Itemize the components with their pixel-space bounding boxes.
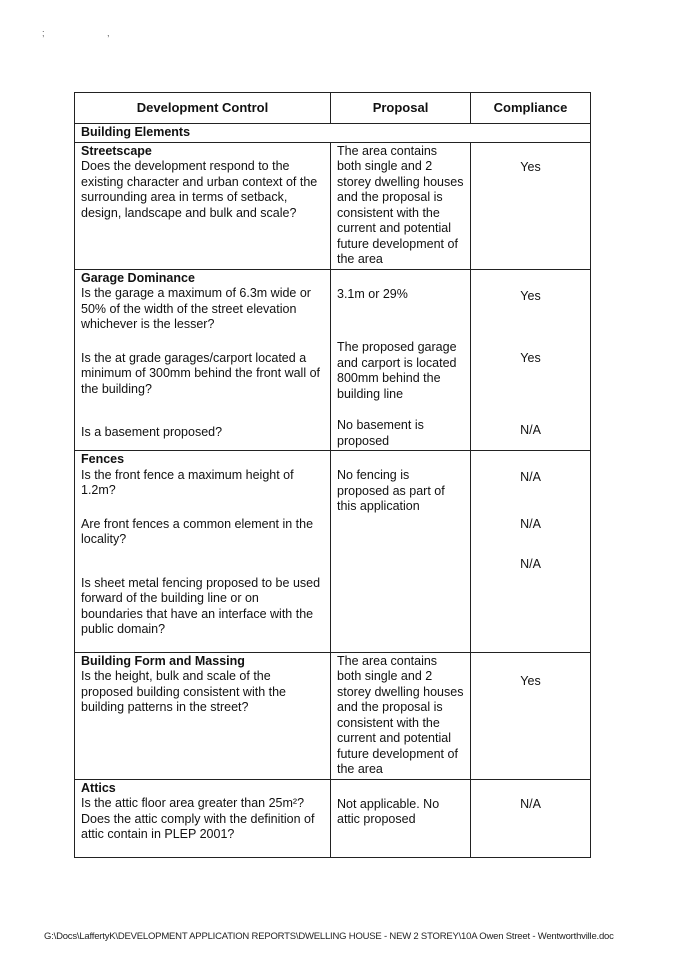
proposal-text: Not applicable. No attic proposed bbox=[337, 796, 440, 826]
compliance-value: N/A bbox=[520, 516, 541, 531]
section-title: Building Elements bbox=[75, 124, 591, 143]
compliance-cell bbox=[471, 142, 591, 269]
compliance-cell bbox=[471, 652, 591, 779]
control-cell bbox=[75, 652, 331, 779]
proposal-text: 3.1m or 29% bbox=[337, 286, 408, 301]
header-compliance: Compliance bbox=[471, 93, 591, 124]
row-question: Is sheet metal fencing proposed to be used forward of the building line or on boundaries that have an interface with the public domain? bbox=[81, 575, 321, 636]
compliance-cell bbox=[471, 779, 591, 857]
row-question: Is the front fence a maximum height of 1.2m? bbox=[81, 467, 294, 497]
row-question: Is the at grade garages/carport located a minimum of 300mm behind the front wall of the building? bbox=[81, 350, 320, 396]
development-control-table bbox=[74, 92, 591, 858]
compliance-cell bbox=[471, 269, 591, 451]
proposal-cell: The area contains both single and 2 storey dwelling houses and the proposal is consistent with the current and potential future development of the area bbox=[331, 652, 471, 779]
compliance-value: Yes bbox=[520, 159, 541, 174]
table-row bbox=[75, 269, 591, 451]
footer-file-path: G:\Docs\LaffertyK\DEVELOPMENT APPLICATION REPORTS\DWELLING HOUSE - NEW 2 STOREY\10A Owen Street - Wentworthville.doc bbox=[44, 931, 614, 942]
control-cell bbox=[75, 142, 331, 269]
control-cell bbox=[75, 451, 331, 653]
proposal-cell bbox=[331, 451, 471, 653]
proposal-cell bbox=[331, 269, 471, 451]
control-cell bbox=[75, 269, 331, 451]
page-marks: ; , bbox=[42, 28, 140, 38]
row-question: Is the attic floor area greater than 25m²? bbox=[81, 796, 305, 810]
proposal-cell: The area contains both single and 2 storey dwelling houses and the proposal is consistent with the current and potential future development of the area bbox=[331, 142, 471, 269]
row-title: Attics bbox=[81, 780, 116, 795]
row-question: Does the development respond to the existing character and urban context of the surrounding area in terms of setback, design, landscape and bulk and scale? bbox=[81, 159, 318, 220]
row-title: Building Form and Massing bbox=[81, 653, 245, 668]
table-row bbox=[75, 652, 591, 779]
proposal-text: The proposed garage and carport is located 800mm behind the building line bbox=[337, 340, 457, 401]
proposal-text: No fencing is proposed as part of this application bbox=[337, 468, 445, 513]
compliance-value: N/A bbox=[520, 470, 541, 484]
table-row bbox=[75, 142, 591, 269]
header-development-control: Development Control bbox=[75, 93, 331, 124]
compliance-value: Yes bbox=[520, 673, 541, 688]
header-proposal: Proposal bbox=[331, 93, 471, 124]
compliance-cell bbox=[471, 451, 591, 653]
row-title: Streetscape bbox=[81, 143, 152, 158]
table-row bbox=[75, 451, 591, 653]
table-row bbox=[75, 779, 591, 857]
row-question: Is a basement proposed? bbox=[81, 425, 223, 439]
proposal-text: No basement is proposed bbox=[337, 418, 424, 448]
row-question: Is the garage a maximum of 6.3m wide or 50% of the width of the street elevation whichever is the lesser? bbox=[81, 286, 311, 331]
compliance-value: N/A bbox=[520, 557, 541, 571]
compliance-value: N/A bbox=[520, 422, 541, 437]
header-row bbox=[75, 93, 591, 124]
compliance-value: N/A bbox=[520, 796, 541, 811]
section-row bbox=[75, 124, 591, 143]
control-cell bbox=[75, 779, 331, 857]
compliance-value: Yes bbox=[520, 288, 541, 303]
proposal-cell bbox=[331, 779, 471, 857]
compliance-value: Yes bbox=[520, 351, 541, 365]
row-question: Are front fences a common element in the locality? bbox=[81, 516, 314, 546]
row-question: Is the height, bulk and scale of the proposed building consistent with the building patterns in the street? bbox=[81, 669, 286, 714]
row-title: Garage Dominance bbox=[81, 270, 195, 285]
row-question: Does the attic comply with the definition of attic contain in PLEP 2001? bbox=[81, 811, 315, 841]
row-title: Fences bbox=[81, 452, 125, 466]
